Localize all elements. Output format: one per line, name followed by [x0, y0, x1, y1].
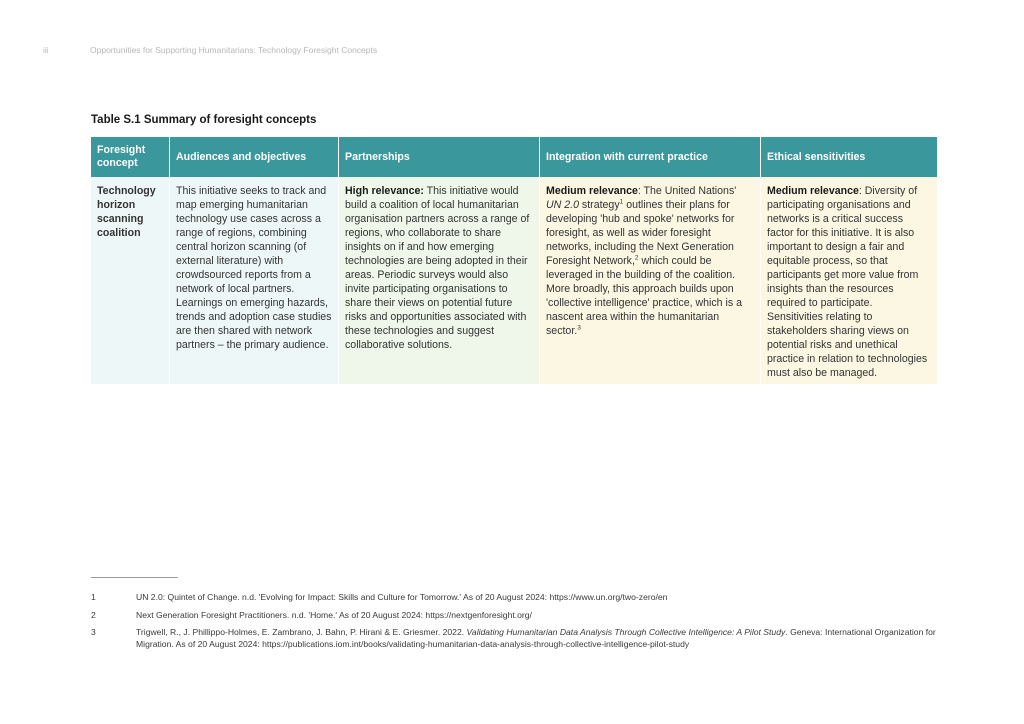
footnote-text: UN 2.0: Quintet of Change. n.d. 'Evolving for Impact: Skills and Culture for Tomorrow.' As of 20 August 2024: https://www.un.org/two-zero/en [136, 592, 668, 602]
concept-name: Technology horizon scanning coalition [97, 185, 156, 239]
column-header-integration: Integration with current practice [540, 137, 761, 177]
integration-relevance: Medium relevance [546, 185, 638, 197]
integration-text-d: which could be leveraged in the building of the coalition. More broadly, this approach builds upon 'collective intelligence' practice, which is a nascent area within the humanitarian sector. [546, 255, 742, 337]
column-header-audiences: Audiences and objectives [170, 137, 339, 177]
footnote-2 [91, 610, 937, 622]
table-title: Table S.1 Summary of foresight concepts [91, 114, 317, 126]
running-title: Opportunities for Supporting Humanitarians: Technology Foresight Concepts [90, 45, 378, 55]
integration-text-a: : The United Nations' [637, 185, 737, 197]
audiences-text: This initiative seeks to track and map emerging humanitarian technology use cases across a range of regions, combining central horizon scanning (of external literature) with crowdsourced reports from a network of local partners. Learnings on emerging hazards, trends and adoption case studies are then shared with network partners – the primary audience. [176, 185, 332, 351]
partnerships-text: This initiative would build a coalition of local humanitarian organisation partners across a range of regions, who collaborate to share insights on if and how emerging technologies are being adopted in their areas. Periodic surveys would also invite participating organisations to share their views on potential future risks and opportunities associated with these technologies and suggest collaborative solutions. [345, 185, 530, 351]
column-header-ethical: Ethical sensitivities [761, 137, 937, 177]
foresight-summary-table [91, 137, 937, 384]
ethical-text: : Diversity of participating organisations and networks is a critical success factor for this initiative. It is also important to design a fair and equitable process, so that participants get more value from insights than the resources required to participate. Sensitivities relating to stakeholders sharing views on potential risks and unethical practice in relation to technologies must also be managed. [767, 185, 928, 379]
integration-text-b: strategy [578, 199, 620, 211]
integration-text-c: outlines their plans for developing 'hub and spoke' networks for foresight, as well as wider foresight networks, including the Next Generation Foresight Network, [546, 199, 735, 267]
footnote-1 [91, 592, 937, 604]
footnote-italic-title: Validating Humanitarian Data Analysis Through Collective Intelligence: A Pilot Study [466, 627, 786, 637]
footnote-ref-1[interactable]: 1 [619, 198, 624, 206]
footnotes [91, 592, 937, 656]
table-header-row [91, 137, 937, 177]
page-number: iii [43, 45, 49, 55]
footnote-text-b: . Geneva: International Organization for Migration. As of 20 August 2024: https://publications.iom.int/books/validating-humanitarian-data-analysis-through-collective-intelligence-pilot-study [136, 627, 936, 649]
footnote-ref-2[interactable]: 2 [634, 254, 639, 262]
footnote-divider [91, 577, 178, 578]
cell-integration [540, 177, 761, 384]
column-header-foresight-concept: Foresight concept [91, 137, 170, 177]
column-header-partnerships: Partnerships [339, 137, 540, 177]
footnote-ref-3[interactable]: 3 [577, 324, 581, 332]
footnote-number: 1 [91, 592, 96, 602]
cell-ethical [761, 177, 937, 384]
cell-concept [91, 177, 170, 384]
partnerships-relevance: High relevance: [345, 185, 424, 197]
footnote-number: 2 [91, 609, 96, 620]
footnote-number: 3 [91, 627, 96, 637]
cell-audiences [170, 177, 339, 384]
integration-italic: UN 2.0 [546, 199, 579, 211]
ethical-relevance: Medium relevance [767, 185, 859, 197]
footnote-3 [91, 627, 937, 650]
cell-partnerships [339, 177, 540, 384]
table-row [91, 177, 937, 384]
footnote-text: Next Generation Foresight Practitioners. n.d. 'Home.' As of 20 August 2024: https://nextgenforesight.org/ [136, 609, 532, 620]
footnote-text-a: Trigwell, R., J. Phillippo-Holmes, E. Zambrano, J. Bahn, P. Hirani & E. Griesmer. 2022. [136, 627, 467, 637]
